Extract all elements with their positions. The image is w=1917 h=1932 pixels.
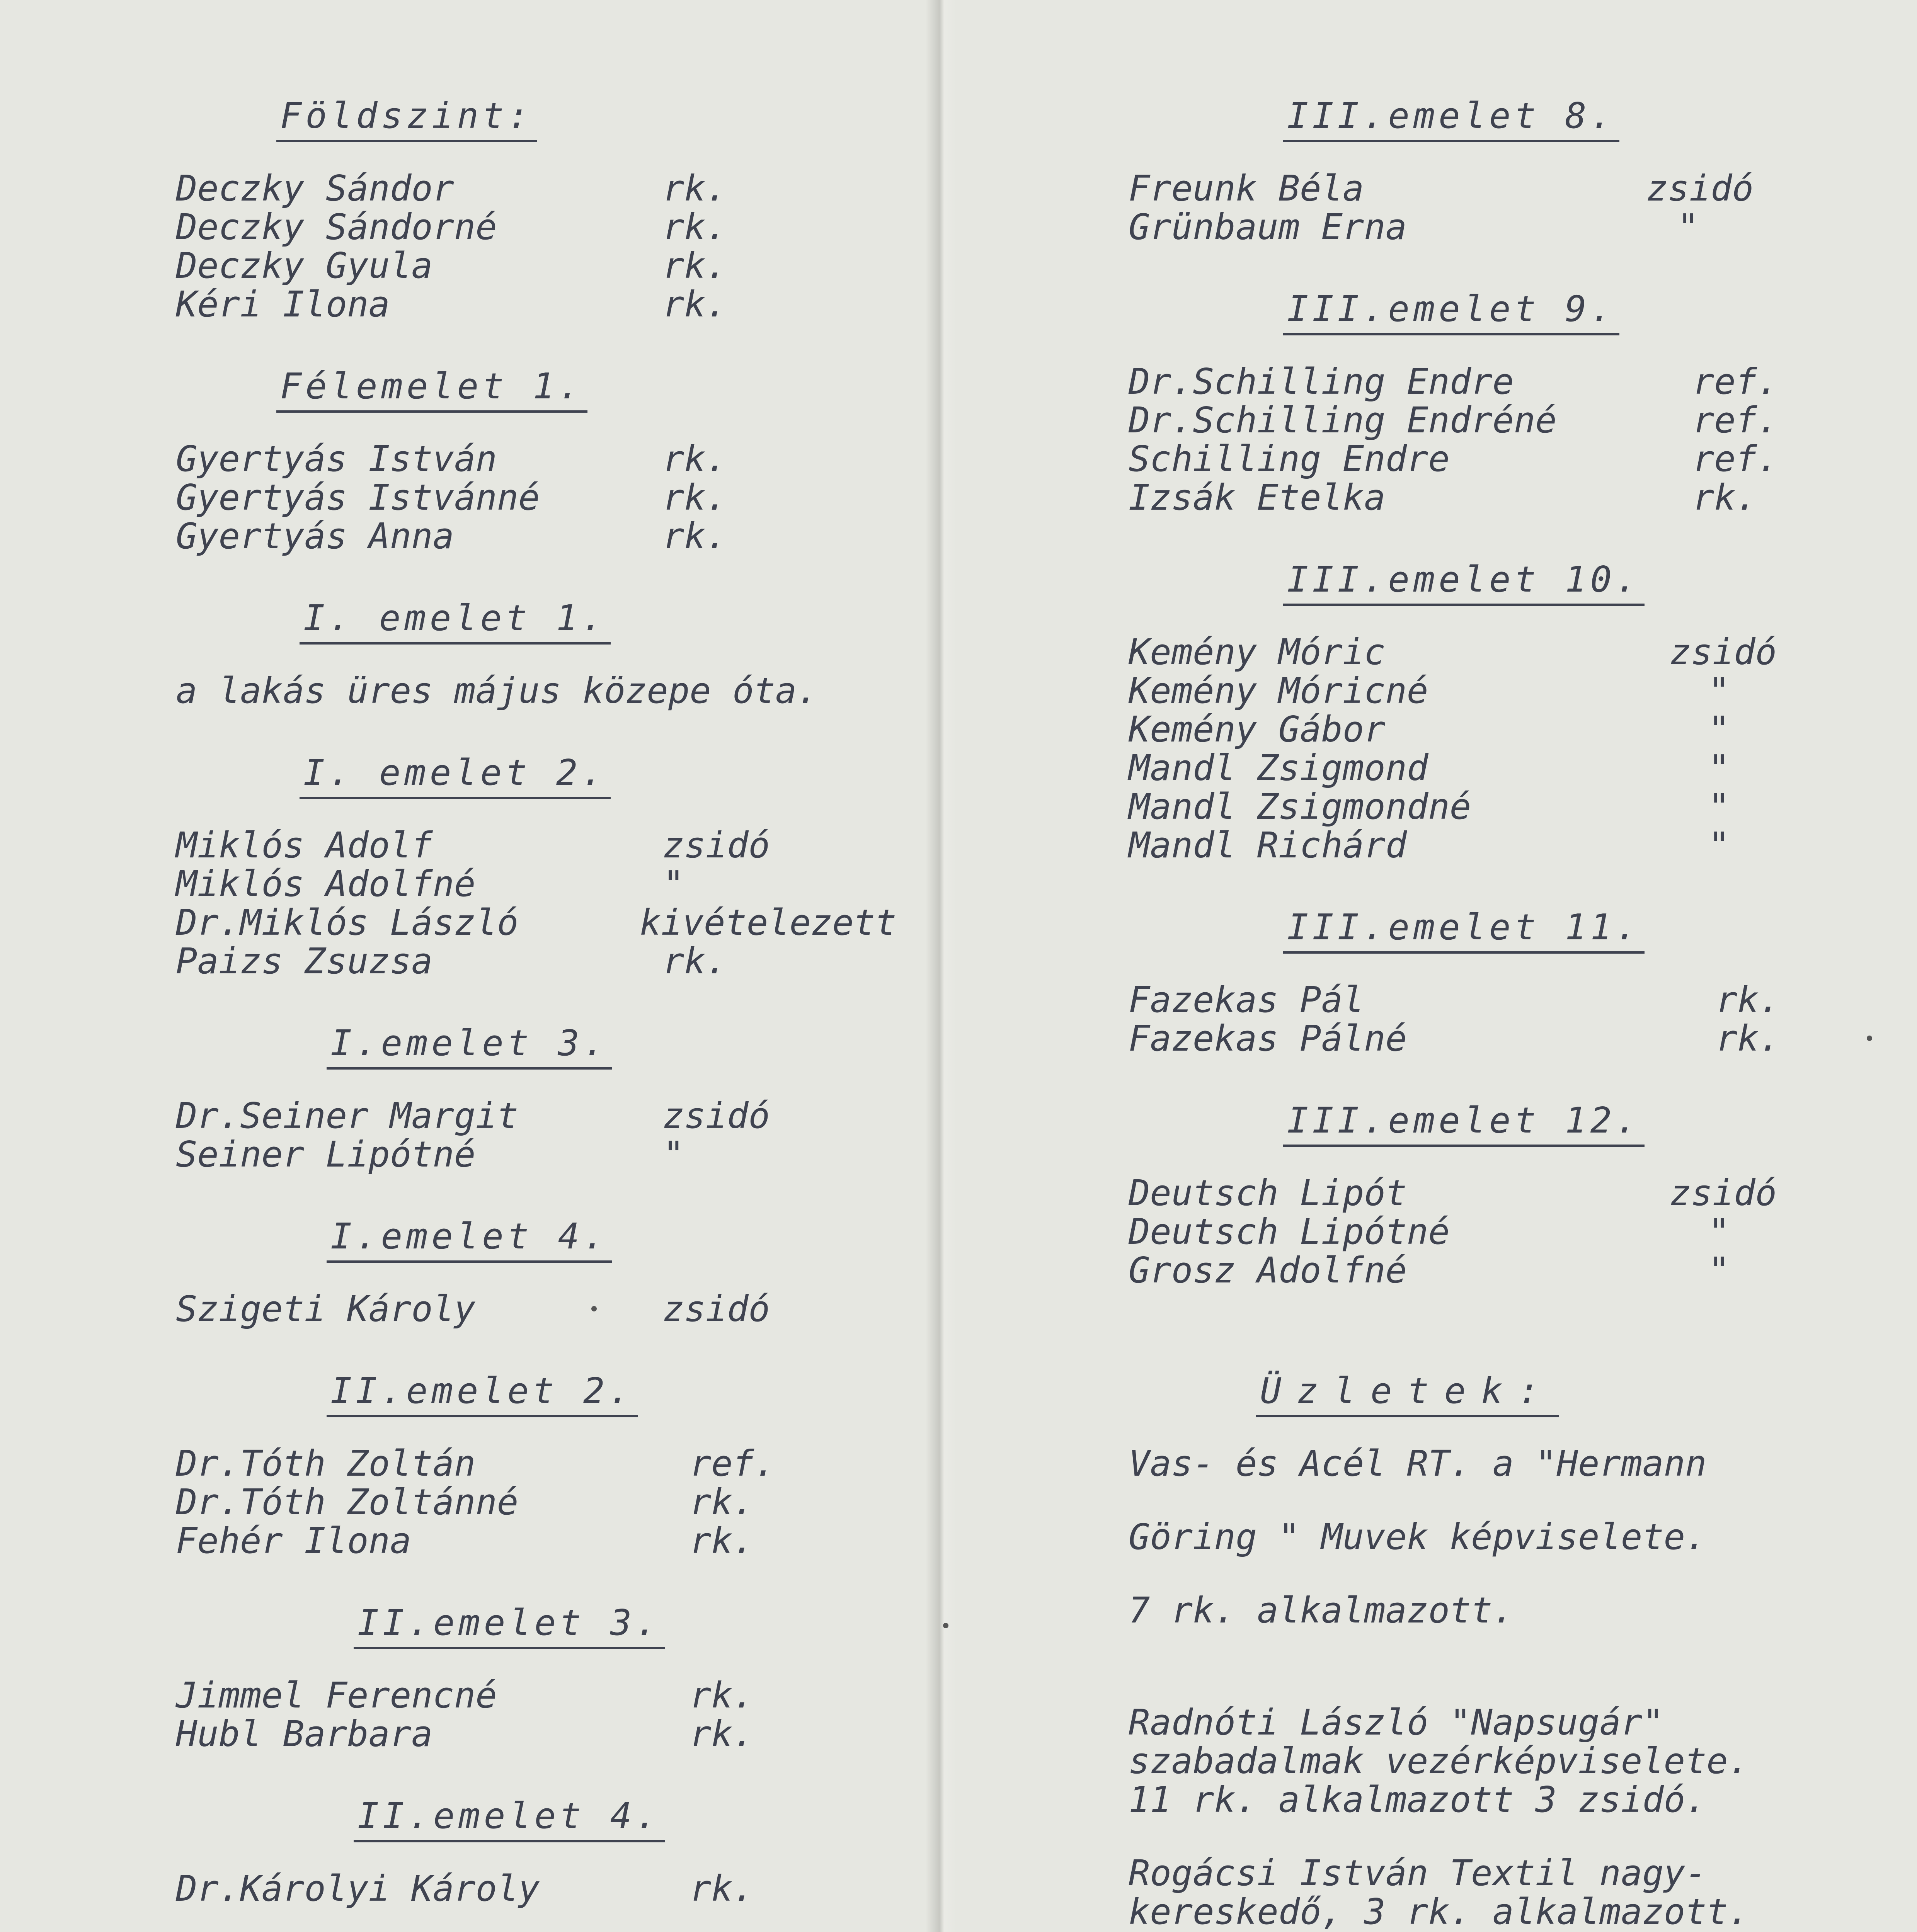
shop-line: Göring " Muvek képviselete. xyxy=(1129,1516,1707,1558)
resident-row: Jimmel Ferencné rk. xyxy=(176,1675,754,1716)
shop-line: 7 rk. alkalmazott. xyxy=(1129,1590,1514,1631)
resident-row: Kemény Gábor " xyxy=(1129,709,1730,750)
resident-row: Kemény Móric zsidó xyxy=(1129,631,1777,673)
ink-speck xyxy=(591,1306,597,1311)
section-heading: III.emelet 10. xyxy=(1283,560,1645,606)
section-heading: I.emelet 4. xyxy=(327,1217,612,1263)
resident-row: Fazekas Pál rk. xyxy=(1129,979,1781,1020)
resident-row: Deutsch Lipót zsidó xyxy=(1129,1172,1777,1214)
section-shops xyxy=(1129,1372,1882,1932)
shops-heading: Üzletek: xyxy=(1256,1372,1559,1417)
section-iii-emelet-11 xyxy=(1129,908,1882,1058)
section-i-emelet-3 xyxy=(176,1024,930,1174)
resident-row: Kéri Ilona rk. xyxy=(176,284,727,325)
resident-row: Gyertyás Istvánné rk. xyxy=(176,477,727,518)
shop-line: kereskedő, 3 rk. alkalmazott. xyxy=(1129,1891,1750,1932)
resident-row: Dr.Seiner Margit zsidó xyxy=(176,1095,770,1136)
note-row: a lakás üres május közepe óta. xyxy=(176,670,818,711)
resident-row: Miklós Adolf zsidó xyxy=(176,825,770,866)
section-ii-emelet-2 xyxy=(176,1372,930,1560)
section-heading: Félemelet 1. xyxy=(276,367,587,413)
resident-row: Seiner Lipótné " xyxy=(176,1134,684,1175)
resident-row: Dr.Tóth Zoltán ref. xyxy=(176,1443,776,1484)
section-ii-emelet-4 xyxy=(176,1797,930,1908)
resident-row: Mandl Zsigmond " xyxy=(1129,747,1730,789)
resident-row: Fehér Ilona rk. xyxy=(176,1520,754,1561)
shop-line: Radnóti László "Napsugár" xyxy=(1129,1702,1664,1743)
section-foldszint xyxy=(176,97,930,324)
resident-row: Mandl Richárd " xyxy=(1129,825,1730,866)
resident-row: Dr.Miklós László kivételezett xyxy=(176,902,897,943)
resident-row: Dr.Tóth Zoltánné rk. xyxy=(176,1481,754,1523)
shop-line: Vas- és Acél RT. a "Hermann xyxy=(1129,1443,1707,1484)
section-iii-emelet-8 xyxy=(1129,97,1882,247)
section-iii-emelet-10 xyxy=(1129,560,1882,865)
resident-row: Deczky Gyula rk. xyxy=(176,245,727,286)
section-heading: III.emelet 9. xyxy=(1283,290,1619,335)
section-heading: I. emelet 2. xyxy=(300,753,611,799)
resident-row: Izsák Etelka rk. xyxy=(1129,477,1757,518)
resident-row: Hubl Barbara rk. xyxy=(176,1713,754,1755)
section-i-emelet-1 xyxy=(176,599,930,710)
resident-row: Gyertyás Anna rk. xyxy=(176,515,727,557)
section-heading: II.emelet 3. xyxy=(354,1604,665,1649)
section-heading: I.emelet 3. xyxy=(327,1024,612,1070)
ink-speck xyxy=(1867,1036,1872,1041)
page-fold xyxy=(926,0,957,1932)
shop-line: 11 rk. alkalmazott 3 zsidó. xyxy=(1129,1779,1707,1820)
resident-row: Gyertyás István rk. xyxy=(176,438,727,480)
section-iii-emelet-9 xyxy=(1129,290,1882,517)
resident-row: Deutsch Lipótné " xyxy=(1129,1211,1730,1252)
resident-row: Dr.Schilling Endréné ref. xyxy=(1129,400,1779,441)
section-felemelet-1 xyxy=(176,367,930,556)
resident-row: Dr.Schilling Endre ref. xyxy=(1129,361,1779,402)
section-heading: III.emelet 11. xyxy=(1283,908,1645,954)
section-i-emelet-2 xyxy=(176,753,930,981)
resident-row: Szigeti Károly zsidó xyxy=(176,1288,770,1330)
resident-row: Mandl Zsigmondné " xyxy=(1129,786,1730,827)
section-heading: Földszint: xyxy=(276,97,537,142)
section-iii-emelet-12 xyxy=(1129,1101,1882,1290)
resident-row: Dr.Károlyi Károly rk. xyxy=(176,1868,754,1909)
resident-row: Miklós Adolfné " xyxy=(176,863,684,905)
section-i-emelet-4 xyxy=(176,1217,930,1328)
resident-row: Grünbaum Erna " xyxy=(1129,206,1699,248)
resident-row: Schilling Endre ref. xyxy=(1129,438,1779,480)
resident-row: Paizs Zsuzsa rk. xyxy=(176,940,727,982)
section-heading: II.emelet 4. xyxy=(354,1797,665,1842)
section-heading: III.emelet 8. xyxy=(1283,97,1619,142)
shop-line: Rogácsi István Textil nagy- xyxy=(1129,1852,1707,1894)
section-heading: I. emelet 1. xyxy=(300,599,611,645)
ink-speck xyxy=(943,1623,948,1628)
section-heading: II.emelet 2. xyxy=(327,1372,638,1417)
resident-row: Deczky Sándorné rk. xyxy=(176,206,727,248)
resident-row: Freunk Béla zsidó xyxy=(1129,168,1754,209)
resident-row: Grosz Adolfné " xyxy=(1129,1250,1730,1291)
section-heading: III.emelet 12. xyxy=(1283,1101,1645,1147)
resident-row: Kemény Móricné " xyxy=(1129,670,1730,711)
resident-row: Deczky Sándor rk. xyxy=(176,168,727,209)
section-ii-emelet-3 xyxy=(176,1604,930,1753)
shop-line: szabadalmak vezérképviselete. xyxy=(1129,1740,1750,1782)
resident-row: Fazekas Pálné rk. xyxy=(1129,1018,1781,1059)
